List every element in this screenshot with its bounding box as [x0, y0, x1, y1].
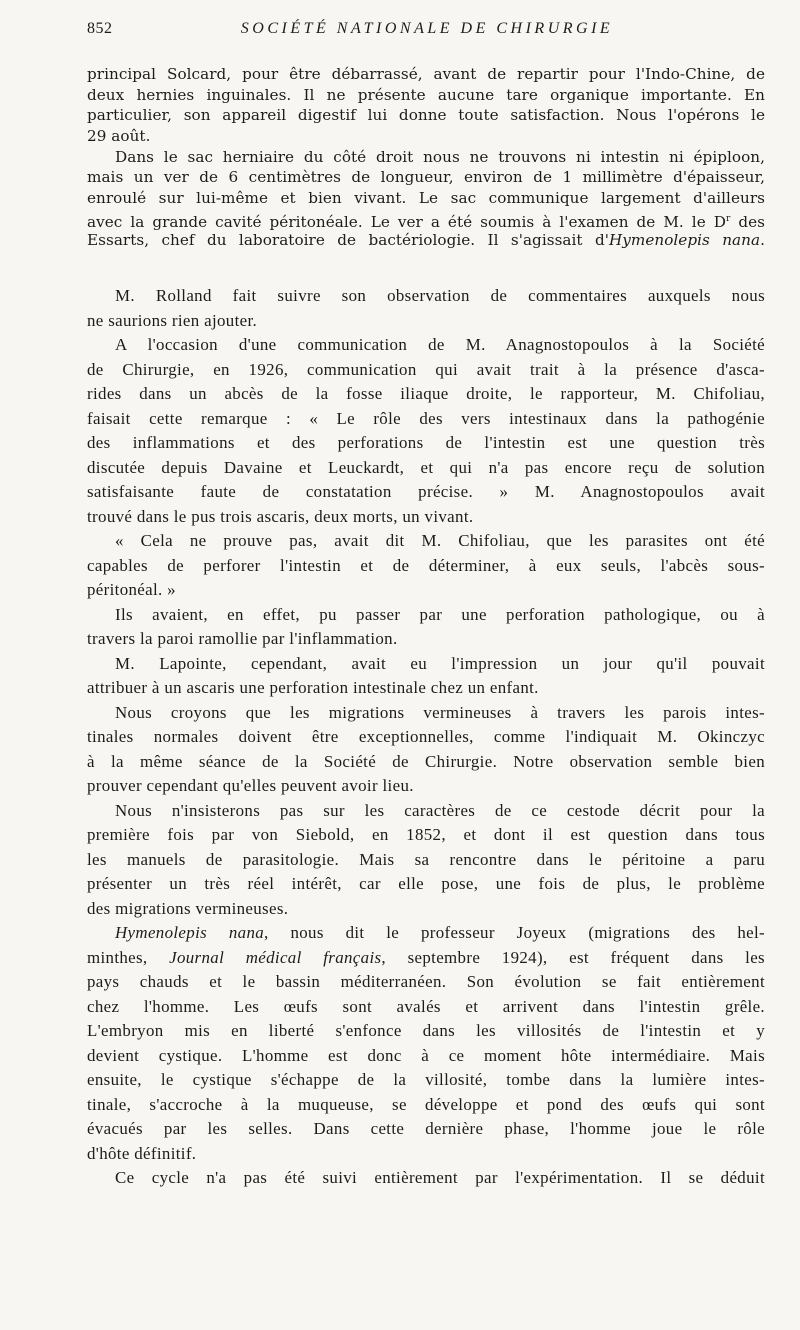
text-line: des inflammations et des perforations de l'intestin est une question très	[87, 433, 765, 452]
page-number: 852	[87, 20, 113, 37]
text-line: A l'occasion d'une communication de M. Anagnostopoulos à la Société	[115, 335, 765, 354]
text-line: des migrations vermineuses.	[87, 898, 289, 918]
text-line: première fois par von Siebold, en 1852, et dont il est question dans tous	[87, 825, 765, 844]
text-line: de Chirurgie, en 1926, communication qui avait trait à la présence d'asca-	[87, 359, 765, 379]
text-line: Dans le sac herniaire du côté droit nous ne trouvons ni intestin ni épiploon,	[115, 147, 765, 166]
text-line: d'hôte définitif.	[87, 1143, 197, 1163]
text-line: travers la paroi ramollie par l'inflammation.	[87, 629, 398, 648]
text-line: ne saurions rien ajouter.	[87, 310, 258, 330]
text-line: attribuer à un ascaris une perforation intestinale chez un enfant.	[87, 678, 539, 697]
page-header	[87, 20, 767, 44]
text-line: devient cystique. L'homme est donc à ce moment hôte intermédiaire. Mais	[87, 1045, 765, 1065]
text-line: particulier, son appareil digestif lui donne toute satisfaction. Nous l'opérons le	[87, 106, 765, 125]
text-line	[87, 230, 765, 251]
running-title: SOCIÉTÉ NATIONALE DE CHIRURGIE	[240, 20, 614, 37]
text-fragment: avec la grande cavité péritonéale. Le ver a été soumis à l'examen de M. le D	[87, 212, 726, 231]
text-line: 29 août.	[87, 127, 151, 146]
text-line: satisfaisante faute de constatation précise. » M. Anagnostopoulos avait	[87, 482, 765, 501]
text-line	[87, 209, 765, 230]
text-line: prouver cependant qu'elles peuvent avoir lieu.	[87, 776, 414, 795]
text-line: mais un ver de 6 centimètres de longueur, environ de 1 millimètre d'épaisseur,	[87, 168, 765, 187]
text-line: chez l'homme. Les œufs sont avalés et arrivent dans l'intestin grêle.	[87, 996, 765, 1016]
text-line: principal Solcard, pour être débarrassé, avant de repartir pour l'Indo-Chine, de	[87, 65, 765, 83]
text-fragment: des	[730, 212, 765, 231]
text-line: tinales normales doivent être exceptionnelles, comme l'indiquait M. Okinczyc	[87, 727, 765, 746]
text-fragment: .	[760, 230, 765, 249]
journal-title: Journal médical français	[169, 947, 382, 967]
text-line: les manuels de parasitologie. Mais sa rencontre dans le péritoine a paru	[87, 849, 765, 869]
text-line: évacués par les selles. Dans cette dernière phase, l'homme joue le rôle	[87, 1119, 765, 1138]
text-line: enroulé sur lui-même et bien vivant. Le sac communique largement d'ailleurs	[87, 189, 765, 208]
commentary-text	[87, 284, 765, 1191]
text-line: capables de perforer l'intestin et de déterminer, à eux seuls, l'abcès sous-	[87, 555, 765, 575]
text-fragment: Essarts, chef du laboratoire de bactériologie. Il s'agissait d'	[87, 230, 609, 249]
text-fragment: minthes,	[87, 947, 170, 967]
text-line: deux hernies inguinales. Il ne présente aucune tare organique importante. En	[87, 85, 765, 104]
text-line: faisait cette remarque : « Le rôle des vers intestinaux dans la pathogénie	[87, 408, 765, 428]
text-fragment: , septembre 1924), est fréquent dans les	[381, 947, 765, 967]
text-line: Ils avaient, en effet, pu passer par une perforation pathologique, ou à	[115, 604, 765, 624]
text-line: ensuite, le cystique s'échappe de la villosité, tombe dans la lumière intes-	[87, 1070, 765, 1089]
text-line: Nous croyons que les migrations vermineuses à travers les parois intes-	[115, 702, 765, 722]
text-line	[87, 921, 765, 946]
text-line: Ce cycle n'a pas été suivi entièrement par l'expérimentation. Il se déduit	[115, 1168, 765, 1187]
text-line: à la même séance de la Société de Chirurgie. Notre observation semble bien	[87, 751, 765, 771]
text-line: L'embryon mis en liberté s'enfonce dans les villosités de l'intestin et y	[87, 1021, 765, 1040]
text-line: M. Lapointe, cependant, avait eu l'impression un jour qu'il pouvait	[115, 653, 765, 673]
text-line: tinale, s'accroche à la muqueuse, se développe et pond des œufs qui sont	[87, 1094, 765, 1114]
text-line: péritonéal. »	[87, 580, 176, 599]
text-line: trouvé dans le pus trois ascaris, deux morts, un vivant.	[87, 506, 474, 526]
text-line: Nous n'insisterons pas sur les caractères de ce cestode décrit pour la	[115, 800, 765, 820]
text-line: M. Rolland fait suivre son observation de commentaires auxquels nous	[115, 286, 765, 305]
observation-text	[87, 64, 765, 250]
species-name: Hymenolepis nana	[608, 230, 761, 249]
species-name: Hymenolepis nana	[115, 923, 265, 942]
text-line: pays chauds et le bassin méditerranéen. Son évolution se fait entièrement	[87, 972, 765, 991]
text-line: rides dans un abcès de la fosse iliaque droite, le rapporteur, M. Chifoliau,	[87, 384, 765, 403]
text-fragment: , nous dit le professeur Joyeux (migrations des hel-	[264, 923, 766, 942]
text-line: « Cela ne prouve pas, avait dit M. Chifoliau, que les parasites ont été	[115, 531, 765, 550]
text-line: présenter un très réel intérêt, car elle pose, une fois de plus, le problème	[87, 874, 765, 893]
superscript: r	[725, 213, 731, 224]
text-line	[87, 946, 765, 971]
text-line: discutée depuis Davaine et Leuckardt, et qui n'a pas encore reçu de solution	[87, 457, 765, 477]
